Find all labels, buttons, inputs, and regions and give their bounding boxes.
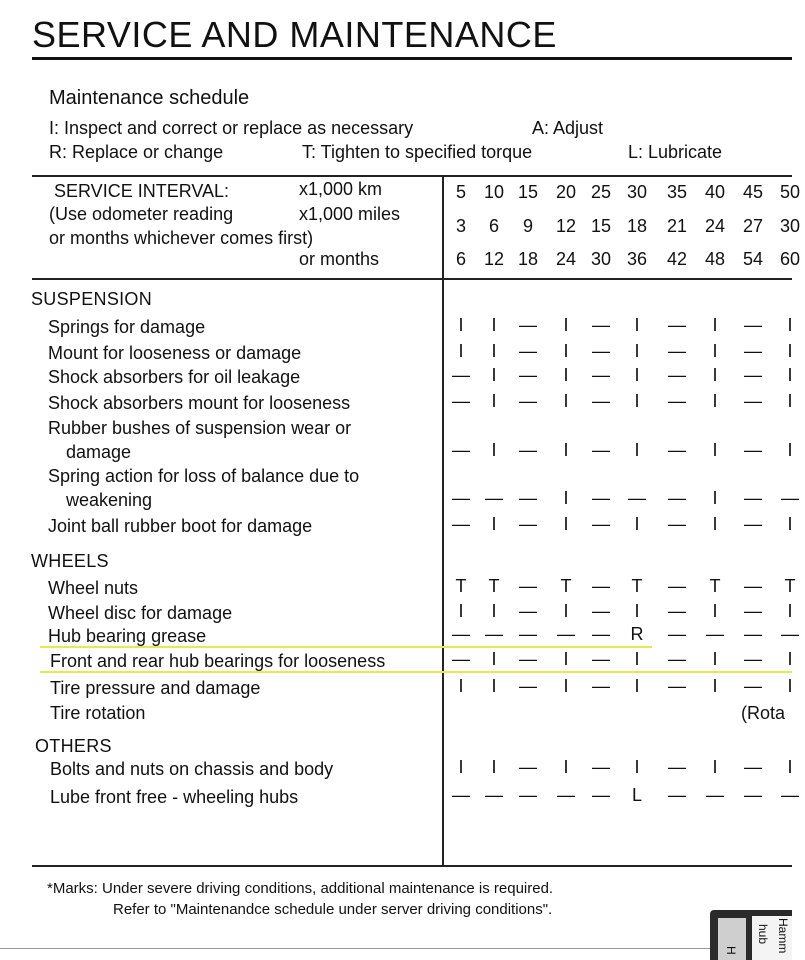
schedule-mark: — bbox=[452, 785, 470, 805]
schedule-mark: — bbox=[668, 757, 686, 777]
schedule-item-label: Bolts and nuts on chassis and body bbox=[50, 759, 334, 779]
schedule-mark: I bbox=[712, 315, 718, 335]
interval-months-value: 36 bbox=[626, 249, 648, 269]
schedule-mark: — bbox=[452, 624, 470, 644]
schedule-mark: I bbox=[634, 391, 640, 411]
schedule-mark: — bbox=[519, 440, 537, 460]
schedule-mark: I bbox=[787, 514, 793, 534]
schedule-item-note: (Rota bbox=[741, 703, 786, 723]
interval-note-1: (Use odometer reading bbox=[49, 204, 234, 224]
interval-miles-value: 30 bbox=[779, 216, 801, 236]
interval-miles-value: 12 bbox=[555, 216, 577, 236]
schedule-mark: — bbox=[452, 391, 470, 411]
interval-months-value: 30 bbox=[590, 249, 612, 269]
schedule-mark: I bbox=[712, 649, 718, 669]
schedule-mark: I bbox=[491, 440, 497, 460]
schedule-mark: — bbox=[592, 624, 610, 644]
schedule-mark: T bbox=[631, 576, 643, 596]
schedule-mark: I bbox=[787, 676, 793, 696]
schedule-item-label: Rubber bushes of suspension wear or bbox=[48, 418, 352, 438]
schedule-mark: I bbox=[458, 676, 464, 696]
schedule-item-label: damage bbox=[66, 442, 132, 462]
side-tab-text-hub: hub bbox=[756, 924, 770, 945]
schedule-mark: — bbox=[668, 624, 686, 644]
schedule-mark: — bbox=[706, 624, 724, 644]
schedule-mark: — bbox=[706, 785, 724, 805]
interval-miles-value: 9 bbox=[522, 216, 533, 236]
schedule-mark: I bbox=[491, 601, 497, 621]
schedule-mark: I bbox=[787, 601, 793, 621]
schedule-mark: I bbox=[712, 488, 718, 508]
interval-miles-value: 24 bbox=[704, 216, 726, 236]
schedule-mark: — bbox=[668, 649, 686, 669]
schedule-mark: I bbox=[491, 757, 497, 777]
schedule-mark: — bbox=[668, 514, 686, 534]
schedule-mark: — bbox=[781, 624, 799, 644]
schedule-mark: — bbox=[592, 440, 610, 460]
interval-months-value: 42 bbox=[666, 249, 688, 269]
side-tab-text-h: H bbox=[724, 946, 738, 955]
schedule-mark: — bbox=[452, 488, 470, 508]
schedule-mark: — bbox=[592, 601, 610, 621]
schedule-item-label: Springs for damage bbox=[48, 317, 206, 337]
schedule-mark: I bbox=[634, 649, 640, 669]
schedule-mark: — bbox=[744, 757, 762, 777]
schedule-mark: — bbox=[519, 576, 537, 596]
schedule-mark: I bbox=[634, 440, 640, 460]
schedule-mark: — bbox=[592, 365, 610, 385]
schedule-mark: I bbox=[712, 391, 718, 411]
interval-months-value: 48 bbox=[704, 249, 726, 269]
schedule-mark: I bbox=[712, 341, 718, 361]
interval-km-value: 15 bbox=[517, 182, 539, 202]
schedule-mark: L bbox=[631, 785, 642, 805]
table-top-rule bbox=[32, 175, 792, 177]
schedule-mark: I bbox=[563, 649, 569, 669]
schedule-mark: I bbox=[458, 341, 464, 361]
schedule-mark: I bbox=[563, 757, 569, 777]
schedule-mark: — bbox=[519, 649, 537, 669]
highlight-bottom bbox=[40, 671, 792, 673]
schedule-mark: — bbox=[668, 488, 686, 508]
interval-miles-value: 27 bbox=[742, 216, 764, 236]
interval-km-value: 30 bbox=[626, 182, 648, 202]
interval-miles-value: 18 bbox=[626, 216, 648, 236]
schedule-mark: — bbox=[781, 488, 799, 508]
schedule-mark: — bbox=[744, 676, 762, 696]
schedule-mark: I bbox=[563, 514, 569, 534]
schedule-mark: I bbox=[787, 341, 793, 361]
schedule-mark: I bbox=[634, 315, 640, 335]
interval-months-value: 60 bbox=[779, 249, 801, 269]
schedule-mark: I bbox=[712, 365, 718, 385]
legend-lubricate: L: Lubricate bbox=[628, 142, 723, 162]
schedule-item-label: Shock absorbers mount for looseness bbox=[48, 393, 351, 413]
interval-miles-value: 21 bbox=[666, 216, 688, 236]
schedule-item-label: Front and rear hub bearings for looseness bbox=[50, 651, 386, 671]
highlight-top bbox=[40, 646, 652, 648]
schedule-mark: I bbox=[712, 514, 718, 534]
schedule-mark: — bbox=[557, 785, 575, 805]
interval-km-value: 25 bbox=[590, 182, 612, 202]
schedule-mark: — bbox=[668, 315, 686, 335]
schedule-mark: — bbox=[744, 649, 762, 669]
schedule-mark: I bbox=[458, 315, 464, 335]
interval-months-value: 18 bbox=[517, 249, 539, 269]
schedule-mark: — bbox=[519, 676, 537, 696]
schedule-mark: I bbox=[491, 341, 497, 361]
interval-km-value: 35 bbox=[666, 182, 688, 202]
interval-label: SERVICE INTERVAL: bbox=[54, 181, 230, 201]
schedule-mark: T bbox=[709, 576, 721, 596]
schedule-mark: I bbox=[563, 676, 569, 696]
schedule-mark: I bbox=[787, 315, 793, 335]
schedule-mark: — bbox=[592, 757, 610, 777]
schedule-mark: T bbox=[784, 576, 796, 596]
schedule-mark: — bbox=[519, 785, 537, 805]
interval-miles-value: 15 bbox=[590, 216, 612, 236]
interval-months-value: 24 bbox=[555, 249, 577, 269]
schedule-mark: — bbox=[744, 514, 762, 534]
schedule-mark: I bbox=[712, 676, 718, 696]
schedule-mark: I bbox=[458, 601, 464, 621]
schedule-mark: T bbox=[488, 576, 500, 596]
section-heading: SUSPENSION bbox=[31, 289, 153, 309]
schedule-mark: — bbox=[592, 341, 610, 361]
schedule-mark: — bbox=[668, 785, 686, 805]
schedule-mark: — bbox=[452, 514, 470, 534]
schedule-mark: — bbox=[519, 624, 537, 644]
schedule-mark: — bbox=[452, 365, 470, 385]
schedule-mark: — bbox=[744, 391, 762, 411]
schedule-mark: I bbox=[491, 315, 497, 335]
schedule-mark: — bbox=[668, 341, 686, 361]
schedule-mark: I bbox=[563, 315, 569, 335]
km-label: x1,000 km bbox=[299, 179, 383, 199]
schedule-mark: — bbox=[668, 365, 686, 385]
schedule-mark: — bbox=[519, 341, 537, 361]
side-tab-text-hamm: Hamm bbox=[776, 918, 790, 954]
schedule-mark: I bbox=[563, 488, 569, 508]
schedule-mark: I bbox=[787, 649, 793, 669]
schedule-mark: I bbox=[787, 757, 793, 777]
schedule-mark: — bbox=[485, 624, 503, 644]
schedule-item-label: Tire rotation bbox=[50, 703, 146, 723]
footnote-line-1: *Marks: Under severe driving conditions, additional maintenance is required. bbox=[47, 880, 554, 897]
legend-replace: R: Replace or change bbox=[49, 142, 224, 162]
section-heading: OTHERS bbox=[35, 736, 112, 756]
table-bottom-rule bbox=[32, 865, 792, 867]
schedule-mark: R bbox=[630, 624, 644, 644]
schedule-mark: — bbox=[592, 785, 610, 805]
schedule-mark: — bbox=[519, 514, 537, 534]
schedule-mark: I bbox=[563, 365, 569, 385]
schedule-item-label: weakening bbox=[66, 490, 153, 510]
schedule-mark: — bbox=[557, 624, 575, 644]
schedule-mark: — bbox=[744, 624, 762, 644]
schedule-mark: — bbox=[485, 785, 503, 805]
schedule-mark: — bbox=[668, 391, 686, 411]
schedule-mark: I bbox=[712, 440, 718, 460]
schedule-mark: I bbox=[491, 676, 497, 696]
schedule-item-label: Joint ball rubber boot for damage bbox=[48, 516, 313, 536]
schedule-item-label: Tire pressure and damage bbox=[50, 678, 261, 698]
schedule-mark: I bbox=[634, 341, 640, 361]
schedule-mark: — bbox=[519, 391, 537, 411]
schedule-mark: T bbox=[455, 576, 467, 596]
schedule-item-label: Hub bearing grease bbox=[48, 626, 207, 646]
title-rule bbox=[32, 57, 792, 60]
schedule-mark: I bbox=[634, 676, 640, 696]
page-title: SERVICE AND MAINTENANCE bbox=[32, 14, 557, 55]
schedule-mark: — bbox=[519, 488, 537, 508]
schedule-mark: — bbox=[519, 315, 537, 335]
schedule-mark: — bbox=[744, 785, 762, 805]
schedule-mark: — bbox=[592, 315, 610, 335]
schedule-mark: T bbox=[560, 576, 572, 596]
interval-miles-value: 3 bbox=[455, 216, 466, 236]
schedule-item-label: Shock absorbers for oil leakage bbox=[48, 367, 301, 387]
schedule-mark: — bbox=[781, 785, 799, 805]
schedule-mark: — bbox=[744, 365, 762, 385]
schedule-item-label: Mount for looseness or damage bbox=[48, 343, 302, 363]
schedule-mark: I bbox=[563, 391, 569, 411]
schedule-mark: I bbox=[491, 365, 497, 385]
schedule-mark: I bbox=[787, 440, 793, 460]
legend-tighten: T: Tighten to specified torque bbox=[302, 142, 533, 162]
schedule-mark: I bbox=[787, 365, 793, 385]
footnote-line-2: Refer to "Maintenandce schedule under server driving conditions". bbox=[113, 901, 553, 918]
schedule-mark: I bbox=[563, 440, 569, 460]
section-heading: WHEELS bbox=[31, 551, 109, 571]
schedule-mark: — bbox=[744, 601, 762, 621]
schedule-mark: — bbox=[628, 488, 646, 508]
schedule-mark: — bbox=[592, 676, 610, 696]
schedule-mark: I bbox=[787, 391, 793, 411]
schedule-mark: I bbox=[712, 601, 718, 621]
schedule-mark: — bbox=[452, 440, 470, 460]
interval-months-value: 54 bbox=[742, 249, 764, 269]
schedule-mark: — bbox=[668, 440, 686, 460]
schedule-mark: I bbox=[563, 601, 569, 621]
legend-heading: Maintenance schedule bbox=[49, 87, 250, 109]
schedule-mark: — bbox=[592, 391, 610, 411]
schedule-mark: — bbox=[485, 488, 503, 508]
schedule-mark: I bbox=[634, 757, 640, 777]
schedule-mark: I bbox=[458, 757, 464, 777]
interval-miles-value: 6 bbox=[488, 216, 499, 236]
interval-km-value: 50 bbox=[779, 182, 801, 202]
interval-km-value: 40 bbox=[704, 182, 726, 202]
schedule-mark: — bbox=[519, 601, 537, 621]
schedule-mark: — bbox=[744, 341, 762, 361]
schedule-mark: — bbox=[668, 676, 686, 696]
schedule-mark: I bbox=[634, 365, 640, 385]
schedule-mark: I bbox=[634, 601, 640, 621]
schedule-mark: — bbox=[452, 649, 470, 669]
schedule-mark: — bbox=[592, 576, 610, 596]
schedule-mark: — bbox=[668, 576, 686, 596]
schedule-mark: — bbox=[519, 365, 537, 385]
schedule-mark: I bbox=[712, 757, 718, 777]
schedule-mark: — bbox=[592, 488, 610, 508]
schedule-mark: I bbox=[563, 341, 569, 361]
schedule-mark: — bbox=[744, 315, 762, 335]
table-header-rule bbox=[32, 278, 792, 280]
schedule-mark: I bbox=[491, 649, 497, 669]
schedule-mark: I bbox=[491, 514, 497, 534]
miles-label: x1,000 miles bbox=[299, 204, 401, 224]
schedule-mark: — bbox=[668, 601, 686, 621]
schedule-mark: — bbox=[592, 649, 610, 669]
legend-adjust: A: Adjust bbox=[532, 118, 604, 138]
schedule-item-label: Spring action for loss of balance due to bbox=[48, 466, 360, 486]
schedule-mark: — bbox=[744, 576, 762, 596]
schedule-mark: — bbox=[744, 488, 762, 508]
schedule-mark: — bbox=[592, 514, 610, 534]
interval-km-value: 20 bbox=[555, 182, 577, 202]
interval-note-2: or months whichever comes first) bbox=[49, 228, 314, 248]
schedule-mark: — bbox=[744, 440, 762, 460]
schedule-mark: I bbox=[634, 514, 640, 534]
schedule-item-label: Lube front free - wheeling hubs bbox=[50, 787, 299, 807]
interval-months-value: 12 bbox=[483, 249, 505, 269]
interval-km-value: 45 bbox=[742, 182, 764, 202]
interval-months-value: 6 bbox=[455, 249, 466, 269]
bottom-rule bbox=[0, 948, 710, 949]
schedule-mark: I bbox=[491, 391, 497, 411]
schedule-item-label: Wheel nuts bbox=[48, 578, 139, 598]
table-divider bbox=[442, 175, 444, 866]
legend-inspect: I: Inspect and correct or replace as necessary bbox=[49, 118, 414, 138]
interval-km-value: 10 bbox=[483, 182, 505, 202]
months-label: or months bbox=[299, 249, 380, 269]
schedule-item-label: Wheel disc for damage bbox=[48, 603, 233, 623]
interval-km-value: 5 bbox=[455, 182, 466, 202]
schedule-mark: — bbox=[519, 757, 537, 777]
